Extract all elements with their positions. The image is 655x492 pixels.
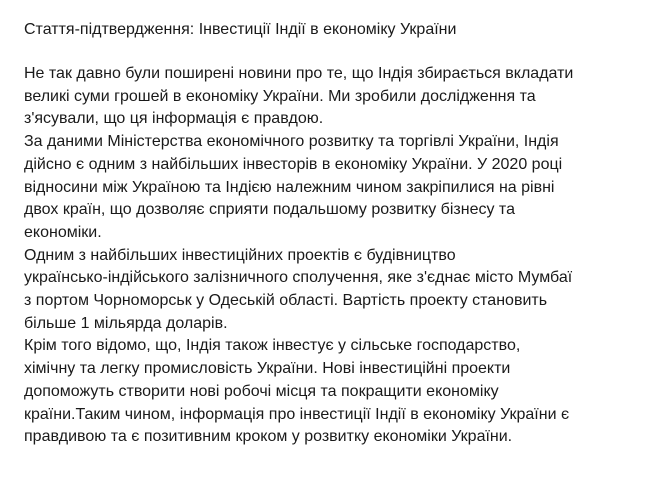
text-line: великі суми грошей в економіку України. Ми зробили дослідження та	[24, 87, 536, 105]
text-line: хімічну та легку промисловість України. Нові інвестиційні проекти	[24, 360, 511, 378]
text-line: За даними Міністерства економічного розвитку та торгівлі України, Індія	[24, 133, 559, 151]
text-line: економіки.	[24, 223, 102, 241]
document-title: Стаття-підтвердження: Інвестиції Індії в економіку України	[24, 21, 457, 38]
text-line: відносини між Україною та Індією належним чином закріпилися на рівні	[24, 178, 555, 196]
paragraph-conclusion	[24, 335, 634, 449]
text-line: країни.Таким чином, інформація про інвестиції Індії в економіку України є	[24, 405, 570, 423]
document	[24, 19, 634, 449]
text-line: дійсно є одним з найбільших інвесторів в економіку України. У 2020 році	[24, 155, 563, 173]
text-line: правдивою та є позитивним кроком у розвитку економіки України.	[24, 428, 513, 446]
text-line: з'ясували, що ця інформація є правдою.	[24, 110, 324, 128]
paragraph-ministry-data	[24, 131, 634, 245]
paragraph-railway-project	[24, 245, 634, 336]
blank-line	[24, 41, 634, 63]
paragraph-intro	[24, 63, 634, 131]
text-line: українсько-індійського залізничного сполучення, яке з'єднає місто Мумбаї	[24, 269, 573, 287]
text-line: допоможуть створити нові робочі місця та покращити економіку	[24, 382, 499, 400]
text-line: з портом Чорноморськ у Одеській області. Вартість проекту становить	[24, 292, 548, 310]
text-line: більше 1 мільярда доларів.	[24, 314, 228, 332]
text-line: Не так давно були поширені новини про те, що Індія збирається вкладати	[24, 65, 574, 82]
text-line: двох країн, що дозволяє сприяти подальшому розвитку бізнесу та	[24, 201, 515, 219]
text-line: Одним з найбільших інвестиційних проектів є будівництво	[24, 246, 456, 264]
text-line: Крім того відомо, що, Індія також інвестує у сільське господарство,	[24, 337, 521, 355]
